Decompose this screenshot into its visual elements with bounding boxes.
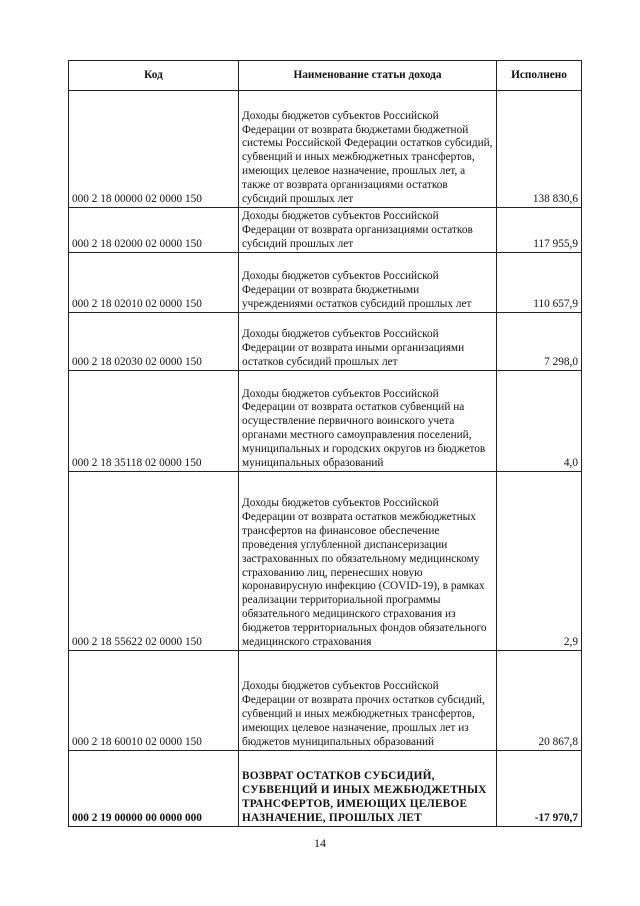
table-row-total: [69, 751, 582, 827]
table-row: [69, 472, 582, 651]
header-amount: Исполнено: [497, 61, 582, 91]
page-number: 14: [314, 836, 326, 850]
table-row: [69, 208, 582, 253]
row-name: ВОЗВРАТ ОСТАТКОВ СУБСИДИЙ, СУБВЕНЦИЙ И ИНЫХ МЕЖБЮДЖЕТНЫХ ТРАНСФЕРТОВ, ИМЕЮЩИХ ЦЕЛЕВОЕ НАЗНАЧЕНИЕ, ПРОШЛЫХ ЛЕТ: [239, 751, 497, 827]
header-name: Наименование статьи дохода: [239, 61, 497, 91]
revenue-table: [68, 60, 582, 827]
table-row: [69, 651, 582, 751]
row-name: Доходы бюджетов субъектов Российской Федерации от возврата бюджетами бюджетной системы Российской Федерации остатков субсидий, субвенций и иных межбюджетных трансфертов, имеющих целевое назначение, прошлых лет, а также от возврата организациями остатков субсидий прошлых лет: [239, 91, 497, 208]
row-code: 000 2 19 00000 00 0000 000: [69, 751, 239, 827]
row-amount: 2,9: [497, 472, 582, 651]
row-name: Доходы бюджетов субъектов Российской Федерации от возврата иными организациями остатков субсидий прошлых лет: [239, 313, 497, 371]
row-name: Доходы бюджетов субъектов Российской Федерации от возврата бюджетными учреждениями остатков субсидий прошлых лет: [239, 253, 497, 313]
row-amount: 117 955,9: [497, 208, 582, 253]
row-code: 000 2 18 02010 02 0000 150: [69, 253, 239, 313]
row-name: Доходы бюджетов субъектов Российской Федерации от возврата организациями остатков субсидий прошлых лет: [239, 208, 497, 253]
header-code: Код: [69, 61, 239, 91]
row-code: 000 2 18 00000 02 0000 150: [69, 91, 239, 208]
row-name: Доходы бюджетов субъектов Российской Федерации от возврата остатков субвенций на осуществление первичного воинского учета органами местного самоуправления поселений, муниципальных и городских округов из бюджетов муниципальных образований: [239, 371, 497, 472]
row-code: 000 2 18 60010 02 0000 150: [69, 651, 239, 751]
row-name: Доходы бюджетов субъектов Российской Федерации от возврата прочих остатков субсидий, субвенций и иных межбюджетных трансфертов, имеющих целевое назначение, прошлых лет из бюджетов муниципальных образований: [239, 651, 497, 751]
table-row: [69, 253, 582, 313]
row-amount: 110 657,9: [497, 253, 582, 313]
row-code: 000 2 18 02030 02 0000 150: [69, 313, 239, 371]
table-row: [69, 313, 582, 371]
table-row: [69, 91, 582, 208]
table-header-row: [69, 61, 582, 91]
row-amount: 138 830,6: [497, 91, 582, 208]
row-code: 000 2 18 35118 02 0000 150: [69, 371, 239, 472]
row-code: 000 2 18 02000 02 0000 150: [69, 208, 239, 253]
row-amount: 7 298,0: [497, 313, 582, 371]
row-name: Доходы бюджетов субъектов Российской Федерации от возврата остатков межбюджетных трансфертов на финансовое обеспечение проведения углубленной диспансеризации застрахованных по обязательному медицинскому страхованию лиц, перенесших новую коронавирусную инфекцию (COVID-19), в рамках реализации территориальной программы обязательного медицинского страхования из бюджетов территориальных фондов обязательного медицинского страхования: [239, 472, 497, 651]
row-code: 000 2 18 55622 02 0000 150: [69, 472, 239, 651]
table-row: [69, 371, 582, 472]
row-amount: 4,0: [497, 371, 582, 472]
row-amount: 20 867,8: [497, 651, 582, 751]
row-amount: -17 970,7: [497, 751, 582, 827]
